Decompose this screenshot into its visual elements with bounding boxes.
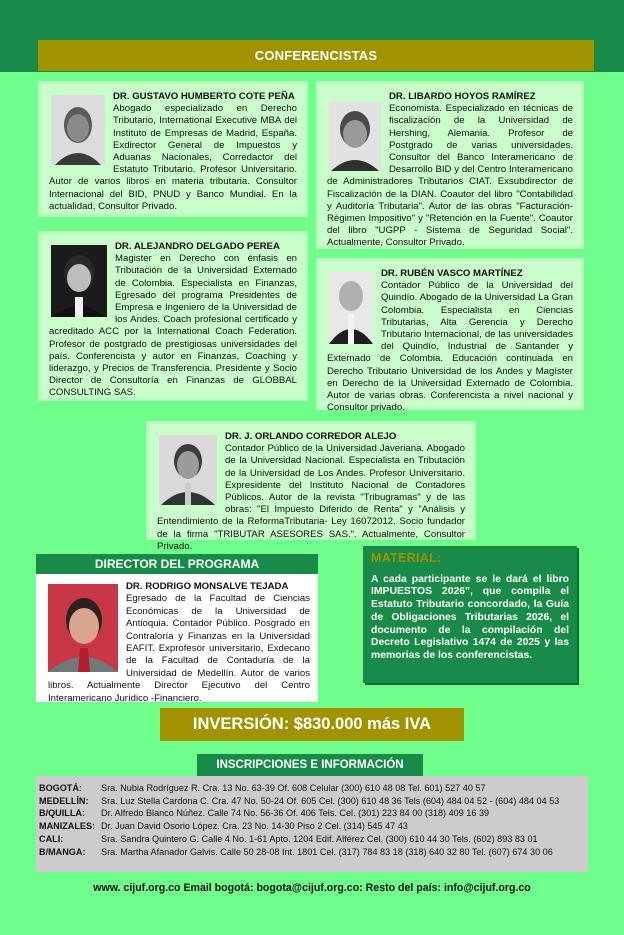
speaker-name: DR. J. ORLANDO CORREDOR ALEJO — [225, 431, 397, 442]
material-heading: MATERIAL: — [371, 551, 442, 565]
contact-info: Sra. Martha Afanador Galvis. Calle 50 28-08 Int. 1801 Cel. (317) 784 83 18 (318) 640 32 80 Tel. (607) 674 30 06 — [101, 846, 553, 857]
speaker-name: DR. RUBÉN VASCO MARTÍNEZ — [381, 268, 523, 279]
speaker-card — [316, 81, 584, 249]
contact-city: MANIZALES: — [39, 821, 96, 832]
footer-contact-line[interactable]: www. cijuf.org.co Email bogotá: bogota@cijuf.org.co: Resto del país: info@cijuf.org.co — [93, 882, 531, 894]
director-name: DR. RODRIGO MONSALVE TEJADA — [126, 581, 289, 592]
director-card — [36, 574, 318, 702]
contact-city: B/MANGA: — [39, 846, 86, 857]
contact-row — [39, 846, 585, 859]
contact-city: MEDELLÍN: — [39, 795, 89, 806]
contact-row — [39, 795, 585, 808]
speaker-photo — [51, 95, 105, 165]
speaker-card — [38, 231, 308, 401]
speaker-name: DR. GUSTAVO HUMBERTO COTE PEÑA — [113, 91, 295, 102]
contact-row — [39, 807, 585, 820]
contact-row — [39, 820, 585, 833]
speaker-bio: Contador Público de la Universidad del Quindío. Abogado de la Universidad La Gran Colombia. Especialista en Ciencias Tributarias, Alta Gerencia y Derecho Tributario Internacional, de las universidades del Quindío, Industrial de Santander y Externado de Colombia. Educación continuada en Derecho Tributario Universidad de los Andes y Magíster en Derecho de la Universidad Externado de Colombia. Autor de varias obras. Conferencista a nivel nacional y Consultor privado. — [327, 280, 573, 414]
contact-info: Sra. Luz Stella Cardona C. Cra. 47 No. 50-24 Of. 605 Cel. (300) 610 48 36 Tels (604) 484 04 52 - (604) 484 04 53 — [101, 795, 560, 806]
contact-info: Dr. Alfredo Blanco Núñez. Calle 74 No. 56-36 Of. 406 Tels. Cel. (301) 223 84 00 (318) 409 16 39 — [101, 808, 490, 819]
director-heading: DIRECTOR DEL PROGRAMA — [36, 554, 318, 574]
contact-info: Sra. Sandra Quintero G. Calle 4 No. 1-61 Apto. 1204 Edif. Alférez Cel. (300) 610 44 30 Tels. (602) 893 83 01 — [101, 833, 538, 844]
contact-city: BOGOTÁ: — [39, 783, 82, 793]
contact-row — [39, 782, 585, 795]
speaker-card — [38, 81, 308, 217]
speaker-photo — [51, 245, 107, 317]
speaker-photo — [159, 435, 217, 505]
director-bio: Egresado de la Facultad de Ciencias Económicas de la Universidad de Antioquia. Contador Público. Posgrado en Contraloría y Finanzas en la Universidad EAFIT. Exprofesor universitario, Exdecano de la Facultad de Contaduría de la Universidad de Medellín. Autor de varios libros. Actualmente Director Ejecutivo del Centro Interamericano Jurídico -Financiero. — [48, 593, 310, 704]
contact-info: Sra. Nubia Rodríguez R. Cra. 13 No. 63-39 Of. 608 Celular (300) 610 48 08 Tel. 601) 527 40 57 — [101, 783, 486, 793]
material-box — [363, 546, 577, 683]
contacts-table — [36, 776, 588, 872]
contact-row — [39, 833, 585, 846]
speaker-photo — [329, 272, 373, 344]
contact-info: Dr. Juan David Osorio López. Cra. 23 No. 14-30 Piso 2 Cel. (314) 545 47 43 — [101, 821, 408, 832]
speaker-bio: Economista. Especializado en técnicas de fiscalización de la Universidad de Hershing, Alemania. Profesor de Postgrado de varias universidades. Consultor del Banco Interamericano de Desarrollo BID y del Centro Interamericano de Administradores Tributarios CIAT. Exsubdirector de Fiscalización de la DIAN. Coautor del libro "Contabilidad y Auditoría Tributaria". Autor de las obras "Facturación-Régimen Impositivo" y "Retención en la Fuente". Coautor del libro "UGPP - Sistema de Seguridad Social". Actualmente, Consultor Privado. — [327, 103, 573, 249]
speaker-card — [316, 258, 584, 414]
speaker-name: DR. LIBARDO HOYOS RAMÍREZ — [389, 91, 536, 102]
speaker-bio: Magister en Derecho con énfasis en Tributación de la Universidad Externado de Colombia. Especialista en Finanzas, Egresado del programa Presidentes de Empresa e Ingeniero de la Universidad de los Andes. Coach profesional certificado y acreditado ACC por la International Coach Federation. Profesor de postgrado de prestigiosas universidades del país. Conferencista y autor en Finanzas, Coaching y liderazgo, y Precios de Transferencia. Presidente y Socio Director de Consultoría en Finanzas de GLOBBAL CONSULTING SAS. — [49, 253, 297, 399]
speaker-card — [146, 421, 476, 552]
registration-heading: INSCRIPCIONES E INFORMACIÓN — [197, 754, 423, 776]
speaker-bio: Abogado especializado en Derecho Tributario, International Executive MBA del Instituto de Empresas de Madrid, España. Exdirector General de Impuestos y Aduanas Nacionales, Corredactor del Estatuto Tributario. Profesor Universitario. Autor de varios libros en materia tributaria. Consultor Internacional del BID, PNUD y Banco Mundial. En la actualidad, Consultor Privado. — [49, 103, 297, 212]
speaker-photo — [329, 101, 381, 171]
contact-city: CALI: — [39, 833, 64, 844]
speaker-bio: Contador Público de la Universidad Javeriana. Abogado de la Universidad Nacional. Especialista en Tributación de la Universidad de Los Andes. Profesor Universitario. Expresidente del Instituto Nacional de Contadores Públicos. Autor de la revista "Tribugramas" y de las obras: "El Impuesto Diferido de Renta" y "Análisis y Entendimiento de la ReformaTributaria- Ley 16072012. Socio fundador de la firma "TRIBUTAR ASESORES SAS.". Actualmente, Consultor Privado. — [157, 443, 465, 552]
investment-banner: INVERSIÓN: $830.000 más IVA — [160, 708, 464, 741]
contact-city: B/QUILLA: — [39, 808, 85, 819]
material-body: A cada participante se le dará el libro IMPUESTOS 2026", que compila el Estatuto Tributario concordado, la Guía de Obligaciones Tributarias 2026, el documento de la compilación del Decreto Legislativo 1474 de 2025 y las memorias de los conferencistas. — [371, 573, 569, 661]
director-photo — [48, 584, 118, 672]
speaker-name: DR. ALEJANDRO DELGADO PEREA — [115, 241, 280, 252]
section-title-conferencistas: CONFERENCISTAS — [38, 40, 594, 71]
